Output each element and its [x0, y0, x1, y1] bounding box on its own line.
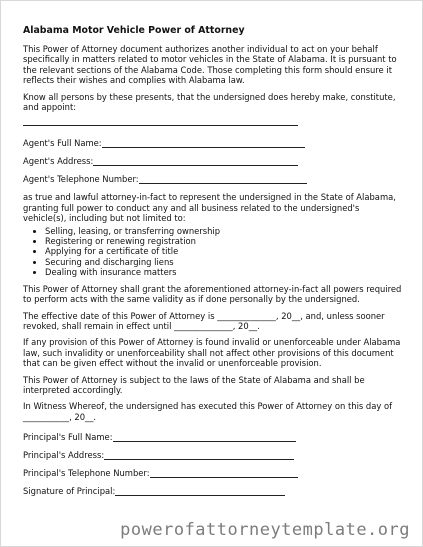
principal-address-field[interactable]	[23, 448, 403, 460]
agent-phone-line[interactable]	[139, 174, 307, 184]
list-item: • Applying for a certificate of title	[45, 246, 403, 256]
principal-signature-line[interactable]	[115, 486, 285, 496]
principal-address-label: Principal's Address:	[23, 450, 105, 461]
powers-list	[23, 226, 403, 278]
appointment-paragraph: Know all persons by these presents, that the undersigned does hereby make, constitute, and appoint:	[23, 91, 396, 113]
principal-name-field[interactable]	[23, 430, 403, 442]
principal-phone-field[interactable]	[23, 466, 403, 478]
agent-address-field[interactable]	[23, 154, 403, 166]
list-item: • Securing and discharging liens	[45, 257, 403, 267]
agent-address-line[interactable]	[93, 156, 298, 166]
document-content	[23, 25, 403, 502]
principal-name-line[interactable]	[113, 432, 296, 442]
agent-name-label: Agent's Full Name:	[23, 138, 102, 149]
severability-paragraph: If any provision of this Power of Attorney is found invalid or unenforceable under Alabama law, such invalidity or unenforceability shall not affect other provisions of this document that can be given effect without the invalid or unenforceable provision.	[23, 337, 401, 369]
list-item: • Registering or renewing registration	[45, 236, 403, 246]
principal-signature-field[interactable]	[23, 484, 403, 496]
intro-paragraph: This Power of Attorney document authorizes another individual to act on your behalf specifically in matters related to motor vehicles in the State of Alabama. It is pursuant to the relevant sections of the Alabama Code. Those completing this form should ensure it reflects their wishes and complies with Alabama law.	[23, 44, 397, 86]
grant-paragraph: This Power of Attorney shall grant the aforementioned attorney-in-fact all powers required to perform acts with the same validity as if done personally by the undersigned.	[23, 283, 402, 305]
list-item: • Dealing with insurance matters	[45, 267, 403, 277]
list-item: • Selling, leasing, or transferring ownership	[45, 226, 403, 236]
principal-name-label: Principal's Full Name:	[23, 432, 113, 443]
agent-phone-field[interactable]	[23, 172, 403, 184]
document-title: Alabama Motor Vehicle Power of Attorney	[23, 25, 245, 36]
principal-signature-label: Signature of Principal:	[23, 486, 116, 497]
authority-paragraph: as true and lawful attorney-in-fact to represent the undersigned in the State of Alabama, granting full power to conduct any and all business related to the undersigned's vehicle(s), including but not limited to:	[23, 192, 396, 224]
agent-name-field[interactable]	[23, 136, 403, 148]
principal-phone-label: Principal's Telephone Number:	[23, 468, 150, 479]
governing-law-paragraph: This Power of Attorney is subject to the laws of the State of Alabama and shall be interpreted accordingly.	[23, 374, 365, 395]
site-watermark: powerofattorneytemplate.org	[120, 520, 410, 540]
agent-address-label: Agent's Address:	[23, 156, 94, 167]
effective-date-paragraph: The effective date of this Power of Attorney is ______________, 20__, and, unless sooner revoked, shall remain in effect until ______________, 20__.	[23, 310, 385, 331]
principal-address-line[interactable]	[104, 450, 294, 460]
agent-phone-label: Agent's Telephone Number:	[23, 174, 139, 185]
witness-paragraph: In Witness Whereof, the undersigned has executed this Power of Attorney on this day of ___________, 20__.	[23, 401, 393, 422]
appointee-line[interactable]	[23, 116, 298, 126]
agent-name-line[interactable]	[102, 138, 305, 148]
principal-phone-line[interactable]	[150, 468, 298, 478]
